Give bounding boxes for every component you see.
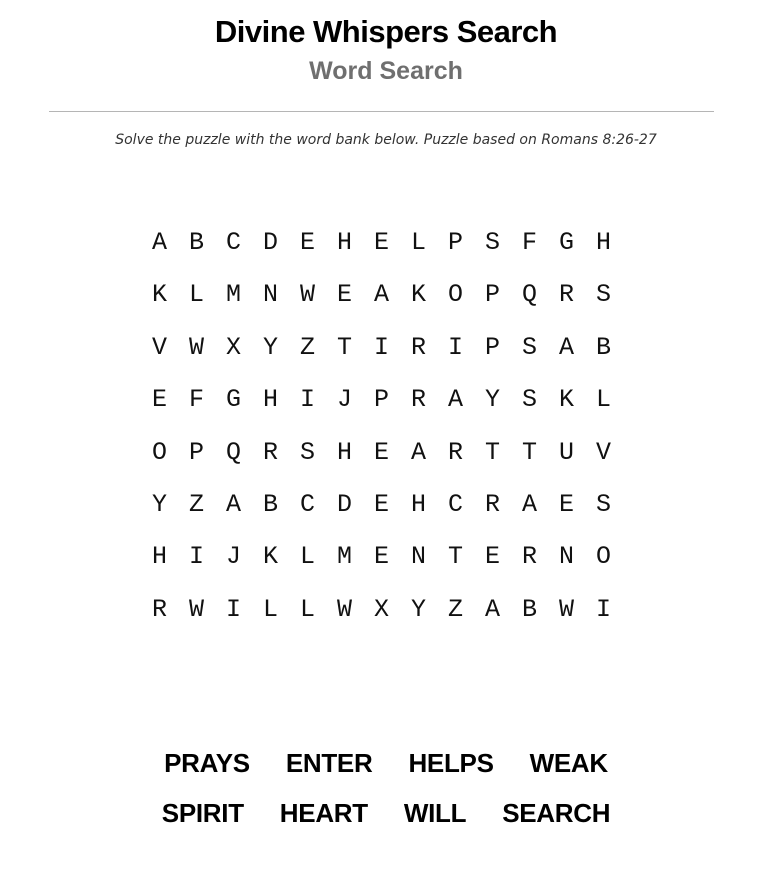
word-bank-item: HELPS	[408, 747, 494, 778]
grid-cell: M	[225, 280, 241, 310]
grid-cell: V	[595, 437, 611, 467]
grid-cell: V	[151, 332, 167, 362]
page-subtitle: Word Search	[309, 57, 463, 85]
grid-cell: I	[225, 594, 241, 624]
grid-cell: Z	[299, 332, 315, 362]
grid-cell: L	[188, 280, 204, 310]
header-divider	[49, 111, 714, 112]
word-bank-item: PRAYS	[164, 747, 250, 778]
grid-cell: T	[336, 332, 352, 362]
grid-cell: E	[299, 228, 315, 257]
word-bank	[0, 738, 772, 838]
grid-cell: E	[373, 489, 389, 519]
grid-cell: C	[225, 228, 241, 257]
grid-cell: T	[521, 437, 537, 467]
grid-cell: S	[595, 489, 611, 519]
grid-cell: L	[299, 542, 315, 572]
grid-cell: P	[484, 280, 500, 310]
grid-cell: F	[188, 385, 204, 415]
page-title: Divine Whispers Search	[214, 14, 558, 49]
grid-cell: B	[595, 332, 611, 362]
grid-cell: B	[521, 594, 537, 624]
grid-cell: L	[410, 228, 426, 257]
grid-cell: A	[225, 489, 241, 519]
grid-cell: H	[336, 437, 352, 467]
grid-cell: O	[151, 437, 167, 467]
grid-cell: A	[447, 385, 463, 415]
grid-cell: E	[336, 280, 352, 310]
grid-cell: G	[558, 228, 574, 257]
grid-cell: R	[410, 385, 426, 415]
grid-cell: T	[484, 437, 500, 467]
word-bank-item: SPIRIT	[161, 797, 244, 828]
grid-cell: S	[484, 228, 500, 257]
grid-cell: L	[262, 594, 278, 624]
grid-cell: E	[151, 385, 167, 415]
grid-cell: H	[336, 228, 352, 257]
grid-cell: R	[484, 489, 500, 519]
grid-cell: R	[447, 437, 463, 467]
grid-cell: F	[521, 228, 537, 257]
grid-cell: T	[447, 542, 463, 572]
grid-cell: G	[225, 385, 241, 415]
grid-cell: E	[484, 542, 500, 572]
grid-cell: E	[373, 437, 389, 467]
grid-cell: C	[447, 489, 463, 519]
grid-cell: O	[595, 542, 611, 572]
grid-cell: O	[447, 280, 463, 310]
grid-cell: W	[188, 332, 204, 362]
grid-cell: H	[595, 228, 611, 257]
grid-cell: S	[595, 280, 611, 310]
grid-cell: W	[336, 594, 352, 624]
grid-cell: H	[410, 489, 426, 519]
word-bank-item: HEART	[279, 797, 368, 828]
grid-cell: A	[373, 280, 389, 310]
grid-cell: L	[299, 594, 315, 624]
grid-cell: X	[225, 332, 241, 362]
grid-cell: N	[558, 542, 574, 572]
grid-cell: K	[558, 385, 574, 415]
grid-cell: E	[373, 228, 389, 257]
grid-cell: R	[410, 332, 426, 362]
grid-cell: K	[262, 542, 278, 572]
grid-cell: M	[336, 542, 352, 572]
grid-cell: D	[336, 489, 352, 519]
grid-cell: P	[484, 332, 500, 362]
grid-cell: R	[558, 280, 574, 310]
grid-cell: S	[521, 332, 537, 362]
grid-cell: I	[447, 332, 463, 362]
grid-cell: Q	[521, 280, 537, 310]
grid-cell: P	[447, 228, 463, 257]
grid-cell: A	[410, 437, 426, 467]
grid-cell: Z	[447, 594, 463, 624]
grid-cell: H	[151, 542, 167, 572]
grid-cell: I	[188, 542, 204, 572]
word-bank-item: ENTER	[285, 747, 373, 778]
grid-cell: Y	[151, 489, 167, 519]
grid-cell: W	[188, 594, 204, 624]
grid-cell: X	[373, 594, 389, 624]
grid-cell: R	[521, 542, 537, 572]
grid-cell: A	[558, 332, 574, 362]
grid-cell: Y	[262, 332, 278, 362]
grid-cell: Y	[410, 594, 426, 624]
grid-cell: I	[373, 332, 389, 362]
word-bank-item: WEAK	[529, 747, 608, 778]
grid-cell: E	[558, 489, 574, 519]
grid-cell: L	[595, 385, 611, 415]
grid-cell: Y	[484, 385, 500, 415]
grid-cell: A	[521, 489, 537, 519]
grid-cell: N	[410, 542, 426, 572]
grid-cell: W	[558, 594, 574, 624]
grid-cell: R	[262, 437, 278, 467]
grid-cell: I	[595, 594, 611, 624]
grid-cell: Q	[225, 437, 241, 467]
instructions-text: Solve the puzzle with the word bank below. Puzzle based on Romans 8:26-27	[115, 132, 657, 148]
grid-cell: B	[262, 489, 278, 519]
grid-cell: P	[373, 385, 389, 415]
grid-cell: R	[151, 594, 167, 624]
grid-cell: I	[299, 385, 315, 415]
grid-cell: B	[188, 228, 204, 257]
word-bank-row	[0, 738, 772, 788]
grid-cell: S	[521, 385, 537, 415]
grid-cell: W	[299, 280, 315, 310]
grid-cell: P	[188, 437, 204, 467]
grid-cell: A	[151, 228, 167, 257]
grid-cell: H	[262, 385, 278, 415]
grid-cell: U	[558, 437, 574, 467]
grid-cell: D	[262, 228, 278, 257]
grid-cell: Z	[188, 489, 204, 519]
grid-cell: K	[151, 280, 167, 310]
word-bank-item: WILL	[403, 797, 467, 828]
grid-cell: J	[336, 385, 352, 415]
grid-cell: K	[410, 280, 426, 310]
grid-cell: J	[225, 542, 241, 572]
word-bank-item: SEARCH	[502, 797, 611, 828]
letter-grid	[141, 217, 622, 636]
grid-cell: N	[262, 280, 278, 310]
grid-cell: S	[299, 437, 315, 467]
grid-cell: A	[484, 594, 500, 624]
grid-cell: C	[299, 489, 315, 519]
grid-cell: E	[373, 542, 389, 572]
word-bank-row	[0, 788, 772, 838]
